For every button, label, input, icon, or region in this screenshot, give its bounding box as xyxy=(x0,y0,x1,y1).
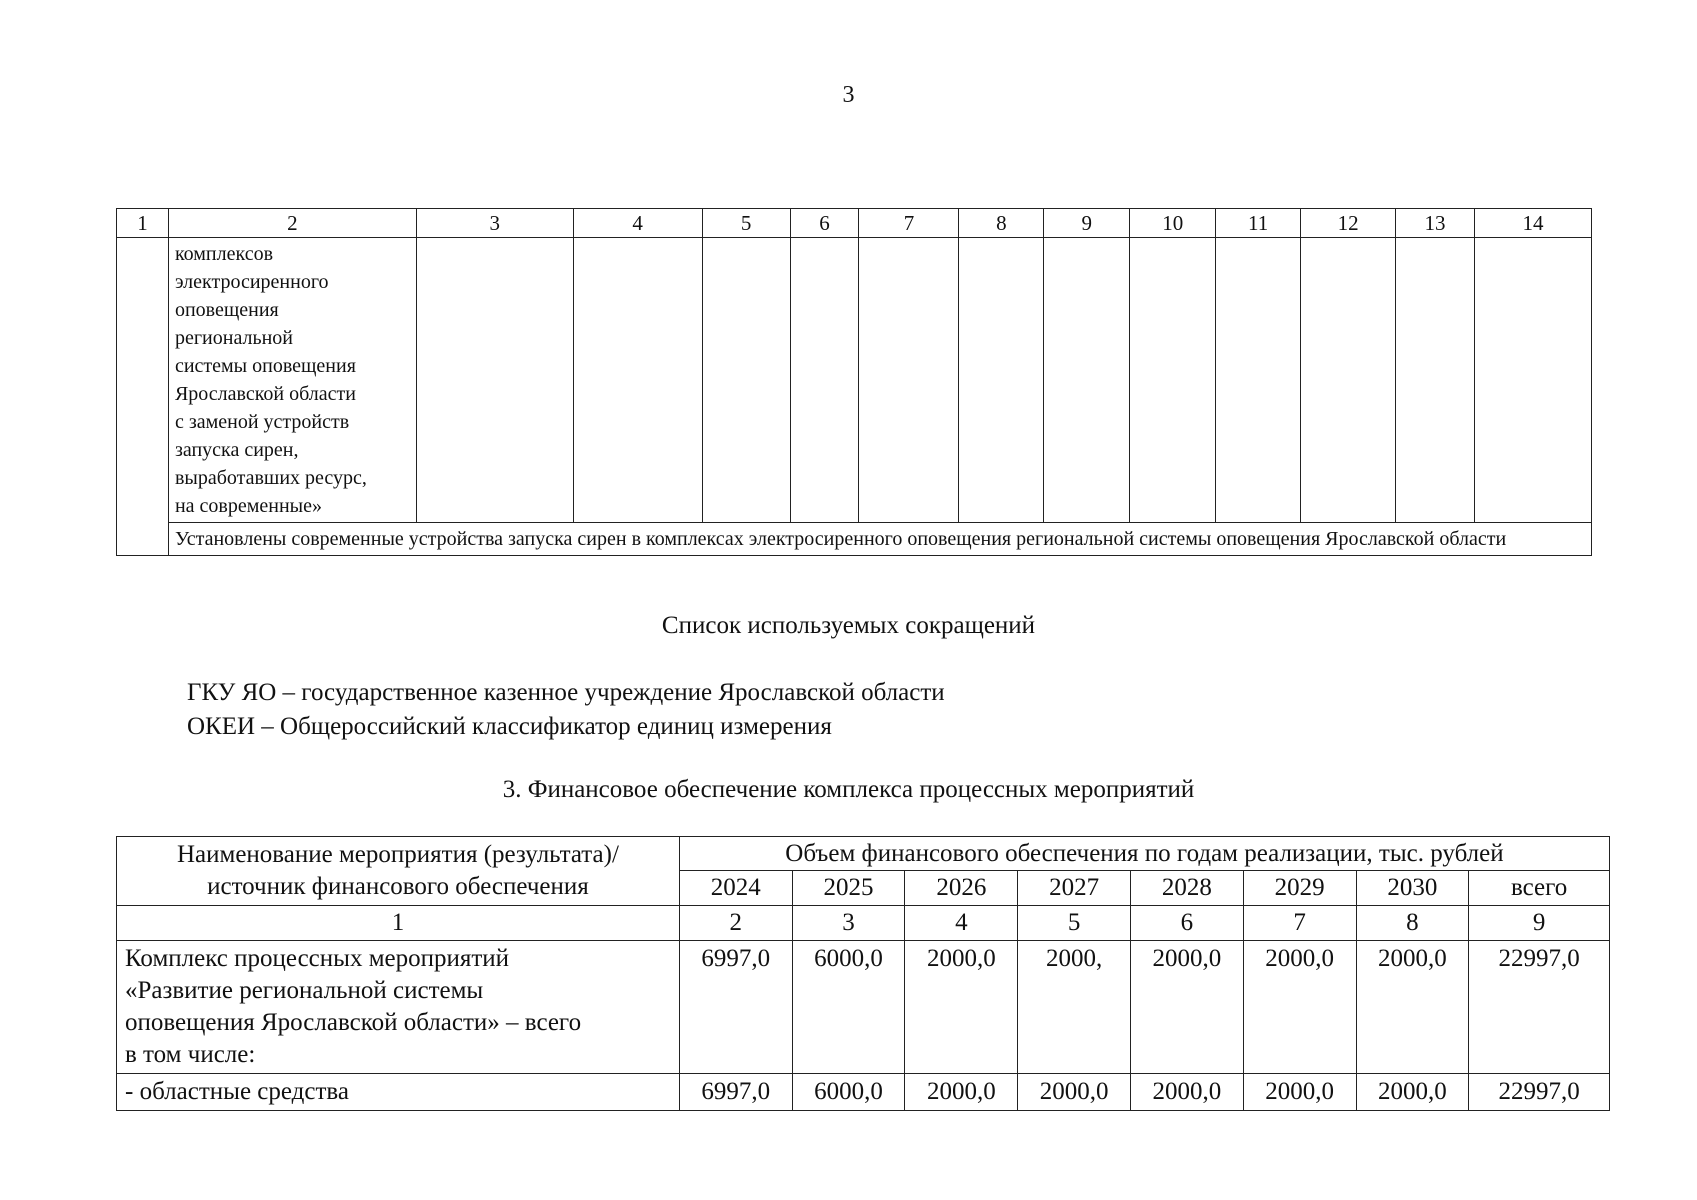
abbreviation-item: ГКУ ЯО – государственное казенное учреждение Ярославской области xyxy=(187,679,945,706)
row-name-cell xyxy=(117,941,680,1074)
value-cell: 2000, xyxy=(1018,941,1131,1074)
value-cell: 2000,0 xyxy=(1243,941,1356,1074)
index-cell: 6 xyxy=(1130,906,1243,941)
row-name-line: Комплекс процессных мероприятий xyxy=(125,945,510,972)
column-header: 3 xyxy=(416,209,573,238)
name-column-header xyxy=(117,837,680,906)
financing-table xyxy=(116,836,1610,1111)
value-cell: 22997,0 xyxy=(1469,941,1610,1074)
table-header-row xyxy=(117,209,1592,238)
column-header: 8 xyxy=(959,209,1044,238)
value-cell: 22997,0 xyxy=(1469,1074,1610,1111)
empty-cell xyxy=(1474,238,1591,523)
year-header: 2026 xyxy=(905,871,1018,906)
empty-cell xyxy=(1301,238,1396,523)
column-header: 14 xyxy=(1474,209,1591,238)
desc-line: запуска сирен, xyxy=(174,439,299,461)
desc-line: оповещения xyxy=(174,299,279,321)
value-cell: 2000,0 xyxy=(1018,1074,1131,1111)
table-row xyxy=(117,523,1592,556)
year-header: 2029 xyxy=(1243,871,1356,906)
row-name-line: оповещения Ярославской области» – всего xyxy=(125,1009,582,1036)
index-row xyxy=(117,906,1610,941)
table-row xyxy=(117,238,1592,523)
value-cell: 6000,0 xyxy=(792,1074,905,1111)
desc-line: региональной xyxy=(174,327,293,349)
year-header: 2024 xyxy=(679,871,792,906)
desc-line: выработавших ресурс, xyxy=(174,467,367,489)
year-header: 2030 xyxy=(1356,871,1469,906)
column-header: 2 xyxy=(168,209,416,238)
index-cell: 4 xyxy=(905,906,1018,941)
column-header: 4 xyxy=(573,209,702,238)
header-line: Наименование мероприятия (результата)/ xyxy=(176,841,619,868)
empty-cell xyxy=(1396,238,1475,523)
header-line: источник финансового обеспечения xyxy=(207,873,589,900)
column-header: 13 xyxy=(1396,209,1475,238)
abbreviation-item: ОКЕИ – Общероссийский классификатор единиц измерения xyxy=(187,713,832,740)
value-cell: 2000,0 xyxy=(905,941,1018,1074)
financing-section-title: 3. Финансовое обеспечение комплекса процессных мероприятий xyxy=(502,776,1195,803)
value-cell: 2000,0 xyxy=(1130,941,1243,1074)
value-cell: 2000,0 xyxy=(1243,1074,1356,1111)
activity-description-cell xyxy=(168,238,416,523)
value-cell: 6000,0 xyxy=(792,941,905,1074)
empty-cell xyxy=(1130,238,1216,523)
table-row xyxy=(117,941,1610,1074)
row-name-line: - областные средства xyxy=(125,1078,349,1105)
row-name-line: в том числе: xyxy=(125,1041,256,1068)
empty-cell xyxy=(959,238,1044,523)
desc-line: Ярославской области xyxy=(174,383,356,405)
value-cell: 2000,0 xyxy=(1356,1074,1469,1111)
value-cell: 6997,0 xyxy=(679,941,792,1074)
desc-line: комплексов xyxy=(174,243,274,265)
column-header: 9 xyxy=(1044,209,1130,238)
index-cell xyxy=(117,238,169,556)
year-header: 2025 xyxy=(792,871,905,906)
table-row xyxy=(117,1074,1610,1111)
row-name-line: «Развитие региональной системы xyxy=(125,977,484,1004)
index-cell: 1 xyxy=(117,906,680,941)
column-header: 10 xyxy=(1130,209,1216,238)
value-cell: 2000,0 xyxy=(1130,1074,1243,1111)
empty-cell xyxy=(1216,238,1301,523)
empty-cell xyxy=(702,238,790,523)
column-header: 12 xyxy=(1301,209,1396,238)
empty-cell xyxy=(573,238,702,523)
column-header: 6 xyxy=(790,209,859,238)
index-cell: 5 xyxy=(1018,906,1131,941)
index-cell: 8 xyxy=(1356,906,1469,941)
table-header-row xyxy=(117,837,1610,871)
index-cell: 9 xyxy=(1469,906,1610,941)
year-header: всего xyxy=(1469,871,1610,906)
row-name-cell xyxy=(117,1074,680,1111)
desc-line: с заменой устройств xyxy=(174,411,350,433)
activities-table xyxy=(116,208,1592,556)
index-cell: 7 xyxy=(1243,906,1356,941)
desc-line: на современные» xyxy=(174,495,322,517)
empty-cell xyxy=(416,238,573,523)
value-cell: 2000,0 xyxy=(905,1074,1018,1111)
column-header: 5 xyxy=(702,209,790,238)
empty-cell xyxy=(859,238,959,523)
volume-column-header: Объем финансового обеспечения по годам реализации, тыс. рублей xyxy=(679,837,1609,871)
index-cell: 2 xyxy=(679,906,792,941)
desc-line: электросиренного xyxy=(174,271,329,293)
column-header: 7 xyxy=(859,209,959,238)
abbreviations-title: Список используемых сокращений xyxy=(661,612,1036,639)
empty-cell xyxy=(1044,238,1130,523)
year-header: 2028 xyxy=(1130,871,1243,906)
index-cell: 3 xyxy=(792,906,905,941)
result-cell: Установлены современные устройства запуска сирен в комплексах электросиренного оповещения региональной системы оповещения Ярославской области xyxy=(168,523,1591,556)
abbreviations-list xyxy=(187,676,945,744)
column-header: 11 xyxy=(1216,209,1301,238)
year-header: 2027 xyxy=(1018,871,1131,906)
desc-line: системы оповещения xyxy=(174,355,356,377)
column-header: 1 xyxy=(117,209,169,238)
value-cell: 2000,0 xyxy=(1356,941,1469,1074)
page-number: 3 xyxy=(842,82,855,108)
empty-cell xyxy=(790,238,859,523)
value-cell: 6997,0 xyxy=(679,1074,792,1111)
